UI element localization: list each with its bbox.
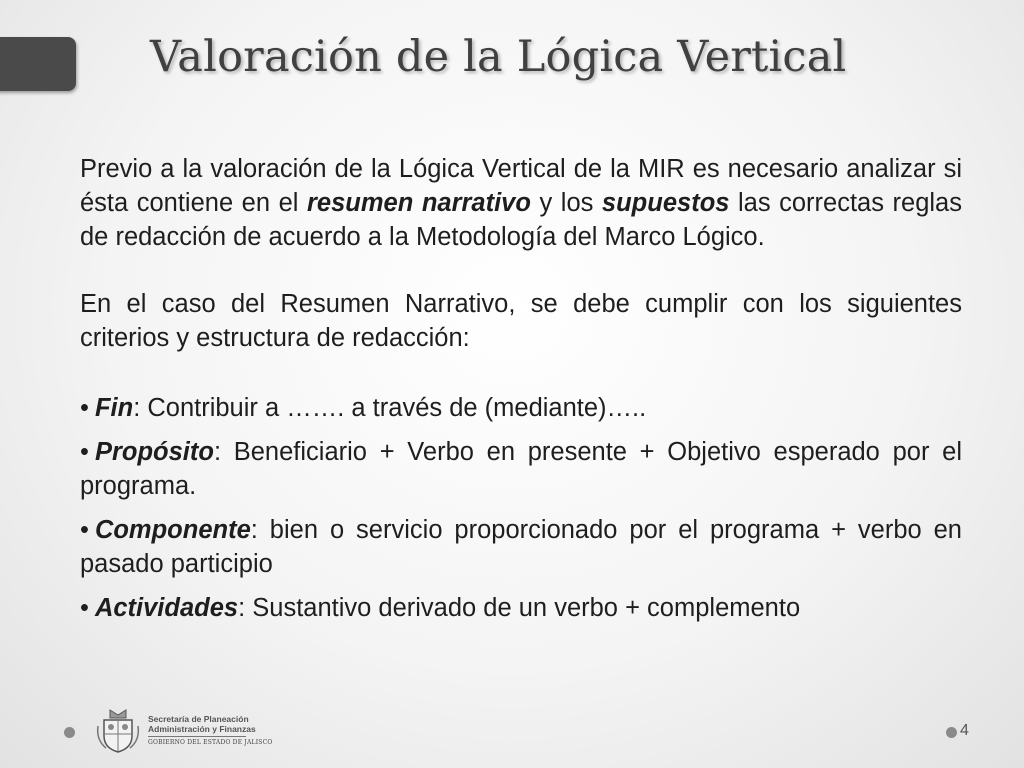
emphasis-supuestos: supuestos xyxy=(601,189,730,217)
list-item-proposito xyxy=(80,435,962,503)
footer-dot-left xyxy=(64,727,75,738)
list-item-term: Actividades xyxy=(94,594,239,622)
list-item-text: : Sustantivo derivado de un verbo + complemento xyxy=(238,594,801,622)
list-item-componente xyxy=(80,513,962,581)
coat-of-arms-icon xyxy=(94,706,142,754)
bullet-icon: • xyxy=(80,594,89,622)
intro-text-3: las correctas reglas de redacción de acuerdo a la Metodología del Marco Lógico. xyxy=(80,189,962,251)
logo-text-block xyxy=(148,714,273,746)
list-item-text: : bien o servicio proporcionado por el programa + verbo en pasado participio xyxy=(80,516,962,578)
bullet-icon: • xyxy=(80,438,89,466)
logo-divider xyxy=(148,736,246,737)
page-number: 4 xyxy=(960,722,969,739)
list-item-term: Propósito xyxy=(94,438,214,466)
list-item-actividades xyxy=(80,591,962,625)
bullet-icon: • xyxy=(80,394,89,422)
list-item-text: : Beneficiario + Verbo en presente + Objetivo esperado por el programa. xyxy=(80,438,962,500)
logo-line-gobierno: GOBIERNO DEL ESTADO DE JALISCO xyxy=(148,739,273,746)
emphasis-resumen-narrativo: resumen narrativo xyxy=(306,189,531,217)
list-item-fin xyxy=(80,391,962,425)
list-item-term: Fin xyxy=(94,394,134,422)
intro-text-2: y los xyxy=(530,189,602,217)
footer-dot-right xyxy=(946,727,957,738)
bullet-icon: • xyxy=(80,516,89,544)
slide-title: Valoración de la Lógica Vertical xyxy=(150,32,847,82)
intro-paragraph xyxy=(80,152,962,254)
corner-accent-tab xyxy=(0,37,76,91)
jalisco-logo xyxy=(94,706,273,754)
logo-line-secretaria: Secretaría de Planeación xyxy=(148,714,249,724)
list-item-text: : Contribuir a ……. a través de (mediante)….. xyxy=(133,394,647,422)
list-item-term: Componente xyxy=(94,516,251,544)
criteria-list xyxy=(80,391,962,625)
intro-text-1: Previo a la valoración de la Lógica Vertical de la MIR es necesario analizar si ésta contiene en el xyxy=(80,155,962,217)
logo-line-administracion: Administración y Finanzas xyxy=(148,724,256,734)
slide-body xyxy=(80,152,962,635)
criteria-paragraph: En el caso del Resumen Narrativo, se debe cumplir con los siguientes criterios y estructura de redacción: xyxy=(80,290,962,352)
